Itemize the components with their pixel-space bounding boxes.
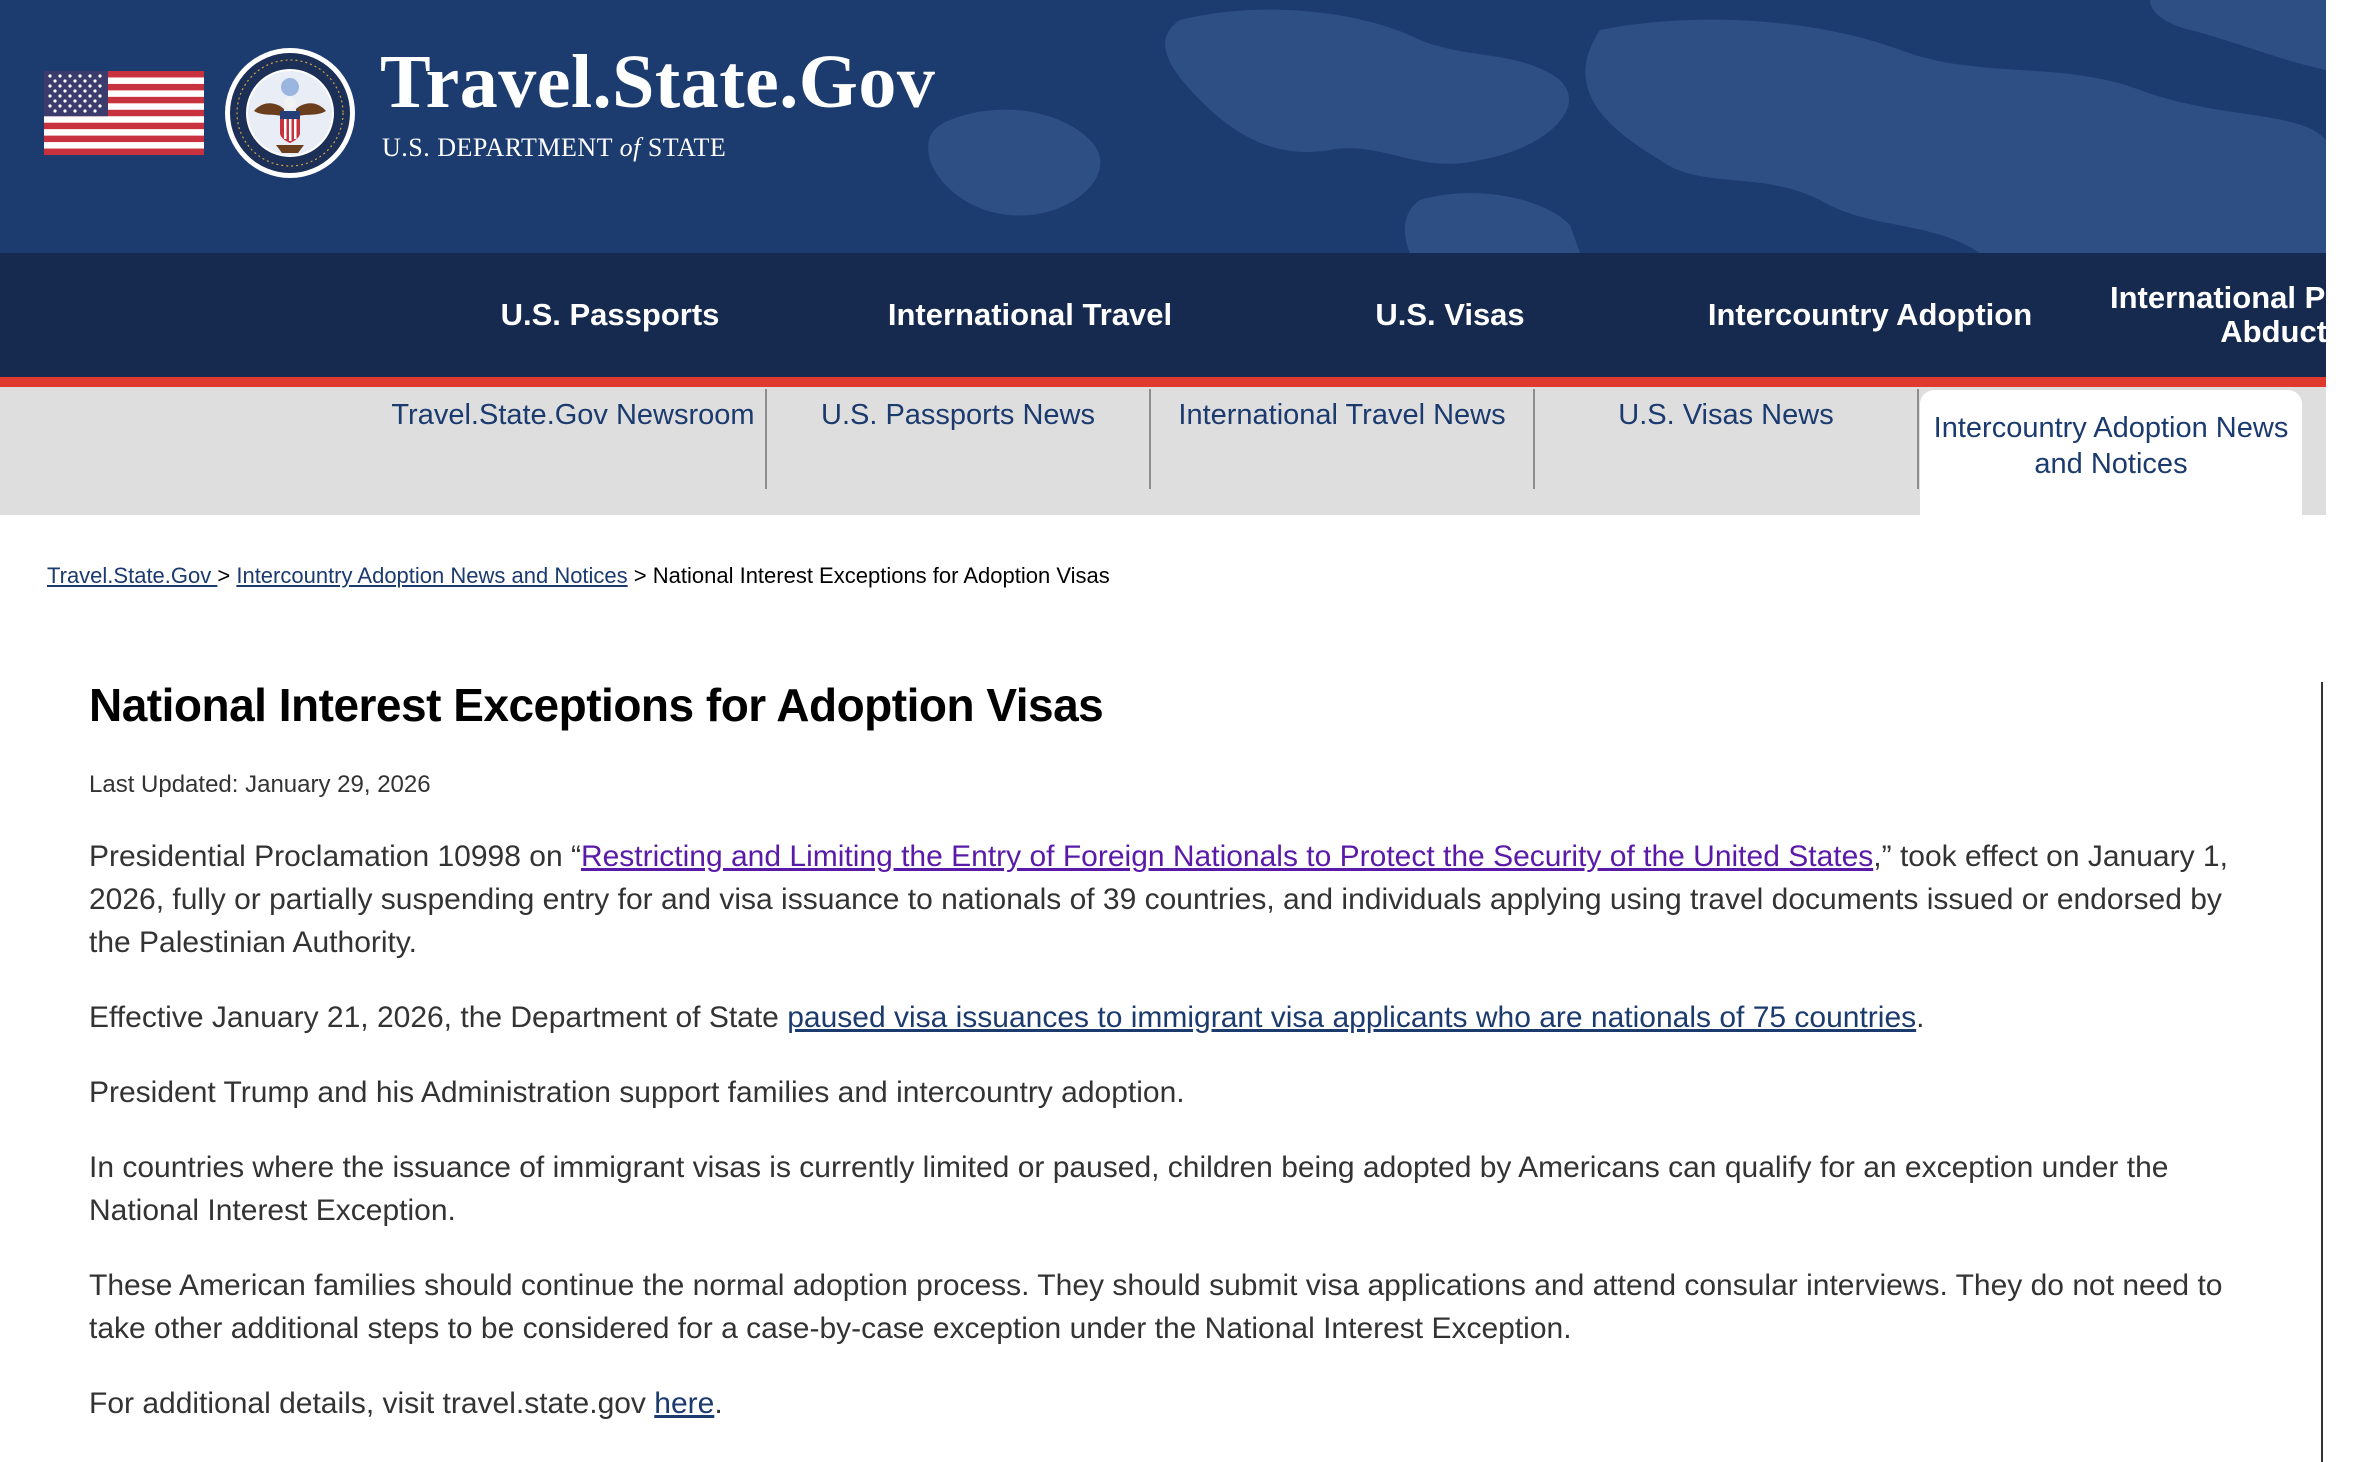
paragraph-exception: In countries where the issuance of immigrant visas is currently limited or paused, children being adopted by Americans can qualify for an exception under the National Interest Exception. <box>89 1151 2169 1227</box>
department-seal-icon <box>224 47 356 179</box>
paragraph-proclamation <box>89 835 2249 964</box>
subtitle-of: of <box>619 133 641 162</box>
nav-ipca-line1: International Par <box>2110 280 2355 315</box>
us-flag-icon <box>44 71 204 155</box>
here-link[interactable]: here <box>654 1387 715 1420</box>
p2-text-post: . <box>1916 1001 1925 1034</box>
subnav-adoption-news-active[interactable] <box>1920 390 2302 515</box>
subnav-newsroom[interactable]: Travel.State.Gov Newsroom <box>391 399 755 431</box>
subnav-divider <box>1917 389 1919 489</box>
subtitle-post: STATE <box>640 133 727 162</box>
masthead <box>0 0 2326 253</box>
breadcrumb-current: National Interest Exceptions for Adoption Visas <box>652 563 1110 588</box>
primary-nav <box>0 253 2355 377</box>
subnav-visas-news[interactable]: U.S. Visas News <box>1618 399 1834 431</box>
p6-text-post: . <box>714 1387 723 1420</box>
subnav-active-line1: Intercountry Adoption News <box>1933 412 2289 444</box>
breadcrumb-separator: > <box>217 563 237 588</box>
p2-text-pre: Effective January 21, 2026, the Department of State <box>89 1001 788 1034</box>
proclamation-link[interactable]: Restricting and Limiting the Entry of Foreign Nationals to Protect the Security of the United States <box>580 840 1874 873</box>
paused-visa-link[interactable]: paused visa issuances to immigrant visa applicants who are nationals of 75 countries <box>787 1001 1917 1034</box>
nav-us-passports[interactable]: U.S. Passports <box>500 297 720 332</box>
paragraph-pause <box>89 996 2249 1039</box>
breadcrumb-section-link[interactable]: Intercountry Adoption News and Notices <box>236 563 628 588</box>
nav-international-travel[interactable]: International Travel <box>887 297 1173 332</box>
nav-ipca-line2: Abductio <box>2220 314 2355 349</box>
nav-accent-stripe <box>0 377 2326 387</box>
subtitle-pre: U.S. DEPARTMENT <box>382 133 620 162</box>
paragraph-support: President Trump and his Administration support families and intercountry adoption. <box>89 1076 1185 1109</box>
p6-text-pre: For additional details, visit travel.state.gov <box>89 1387 655 1420</box>
breadcrumb <box>47 563 1110 589</box>
breadcrumb-separator: > <box>627 563 653 588</box>
article <box>89 675 2249 1420</box>
article-body <box>89 835 2249 1457</box>
nav-intercountry-adoption[interactable]: Intercountry Adoption <box>1707 297 2033 332</box>
site-subtitle <box>382 133 726 163</box>
subnav-passports-news[interactable]: U.S. Passports News <box>821 399 1095 431</box>
p1-text-post: ,” took effect on January 1, 2026, fully or partially suspending entry for and visa issuance to nationals of 39 countries, and individuals applying using travel documents issued or endorsed by the Palestinian Authority. <box>89 840 2228 959</box>
scrollbar[interactable] <box>2321 682 2323 1462</box>
site-title[interactable]: Travel.State.Gov <box>380 40 936 124</box>
subnav-active-line2: and Notices <box>2034 448 2188 480</box>
breadcrumb-home-link[interactable]: Travel.State.Gov <box>47 563 218 588</box>
secondary-nav <box>0 387 2326 515</box>
nav-us-visas[interactable]: U.S. Visas <box>1375 297 1525 332</box>
paragraph-process: These American families should continue the normal adoption process. They should submit visa applications and attend consular interviews. They do not need to take other additional steps to be considered for a case-by-case exception under the National Interest Exception. <box>89 1269 2223 1345</box>
last-updated: Last Updated: January 29, 2026 <box>89 771 431 798</box>
paragraph-details <box>89 1382 2249 1425</box>
subnav-international-travel-news[interactable]: International Travel News <box>1178 399 1506 431</box>
p1-text-pre: Presidential Proclamation 10998 on “ <box>89 840 581 873</box>
nav-international-parental-abduction[interactable] <box>2110 253 2355 377</box>
page-title: National Interest Exceptions for Adoption Visas <box>89 679 1104 731</box>
